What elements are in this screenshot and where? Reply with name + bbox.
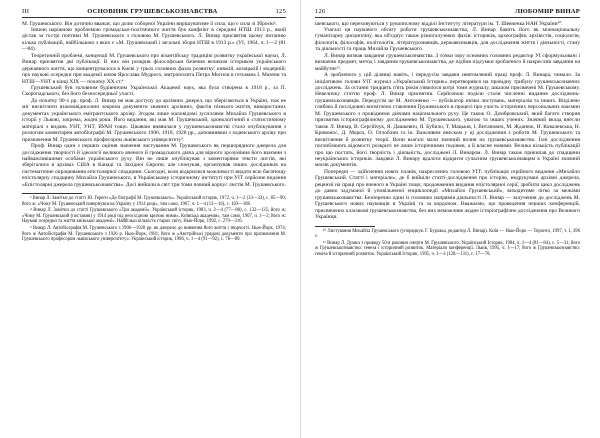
left-running-title: ОСНОВНИК ГРУШЕВСЬКОЗНАВСТВА xyxy=(87,8,218,15)
right-page xyxy=(300,0,600,438)
left-page-number-right: 125 xyxy=(275,8,286,15)
footnote-rule xyxy=(22,193,82,194)
left-page-number: III xyxy=(22,8,30,15)
footnote-rule xyxy=(315,226,375,227)
right-running-title: ЛЮБОМИР ВИНАР xyxy=(515,8,580,15)
paragraph: М. Грушевського. Він дотично вважає, що долю соборної України вирішуватиме її сила, що є сила зі Зброєю³. xyxy=(22,20,277,27)
paragraph: Проф. Винар один з перших оцінив значення листування М. Грушевського як першорядного джерела для дослідження творчості й ідеології великого вченого й громадського діяча для вірного зрозуміння його взаємин з найважливішими особами українського руху. Він не лише опублікував з коментарями тексти листів, які зберігалися в архівах США в Канаді та Західної Європи, але спонукав, організував інших дослідників на систематичне опрацювання епістолярної спадщини. Сьогодні, коли відкрилися можливості видати всю багатющу епістолярну спадщину Михайла Грушевського, в Українському історичному інституті при УІТ серйозне видання «Епістолярні джерела грушевськознавства». Досі вийшли в світ три томи повний корпус листів М. Грушевського. xyxy=(22,143,286,188)
right-body-text xyxy=(315,21,580,221)
left-footnotes xyxy=(22,191,286,242)
paragraph: Узагалі ця наукового обсягу роботи грушевськознавства, Л. Винар бачить його як міжнаціональну гуманітарну дисципліну, яка об'єднує також різногалузевих фахів: істориків, археографів, архівістів, соціологів, філологів, філософів, політологів, літературознавців, державознавців, для дослідження життя і діяльності, стану та діяльності та праць Михайла Грушевського. xyxy=(315,26,580,53)
right-page-number: 126 xyxy=(315,8,326,15)
paragraph: А зробленого у цій ділянці навіть, і передусім завдяки невтомленнй праці проф. Л. Винара, чимало. За ініціативою голови УІТ журнал «Український Історик» перетворився на провідну трибуну грушевськознавчих досліджень. За останні тридцять п'ять років з'явилося котрі томи журналу, шкалом присвячені М. Грушевському. Невеличку статтю проф. Л. Винар присвятив. Серйозною подією стали численні видання досліджень-грушевськознавців. Передусім це М. Антоненко — публікатор низки листувань, матеріалів та інших. Виділено глибоко й послідовно висвітлено ставлення Грушевського в процесі про участь історичних персональних взаємин М. Грушевського з провідними діячами національного руху. Це також О. Домбровський, який багато створив присвятив історіографічному дослідженню М. Грушевського, увагою та інших учених. Значний вклад внесли також Л. Винар, В. Сергійчук, Я. Дашкевич, Я. Бубило, Т. Мацьків, І. Витанович, М. Жданюк, Н. Ковалевська, Н. Кривонос, Д. Мороз, О. Оглоблин та ін. Важливим внеском у ці дослідження є роботи М. Грушевського та висвітлення й розвитку теорії. Вони взагалі мали значний вплив на грушевськознавство. Їхні дослідження поглиблюють відомості розкриті не лише історичними подіями, а й власне новими. Велика кількість публікацій про цю постать, його творчість і діяльність, досліджені Л. Винаром. Л. Винар також прикипав до спадщини неукраїнських істориків. Завдяки Л. Винару вдалося відкрити сучасним грушевськознавцям в Україні значний масив документів. xyxy=(315,72,580,169)
right-running-head xyxy=(315,8,580,18)
footnote: ³ Винар Л. Замітки до статті Ю. Гереги «До біографії М. Грушевського». Український історик, 1972, ч. 1—2 (33—34), с. 85—90; його ж: «Чому М. Грушевський повернувся на Україну у 1914 році», там само, 1967, ч. 1—4 (13—16), с. 103—108. xyxy=(22,196,286,207)
paragraph: Іншою наріжною проблемою громадсько-політичного життя був конфлікт в середині НТШ 1913 р., який дістав за гострі поетики М. Грушевського з головою М. Грушевського. Л. Винар присвятив цьому питанню кілька публікацій, найбільшою з яких є «М. Грушевський і загальні збори НТШ в 1913 р.» (УІ, 1964, ч. 1—2 (81—84). xyxy=(22,26,286,53)
footnote: ⁵ Винар Л. Автобіографія М. Грушевського з 1906—1920 рр. як джерело до вивчення його життя і творчості. Нью-Йорк, 1974; його ж Автобіографія М. Грушевського з 1926 р. Нью-Йорк, 1981; його ж «Австрійські урядові документи про призначення М. Грушевського професором львівського університету». Український історик, 1986, ч. 1—4 (91—92), с. 76—89. xyxy=(22,226,286,243)
paragraph: До початку 90-х рр. проф. Л. Винар не мав доступу до архівних джерел, що зберігаються в Україні, тож не міг висвітлити взаємовідносини зокрема документи значних архівних, фактів пізнього життя, використаних документах українського емігрантського архіву. Згодом лише маловідомі зусиллями Михайла Грушевського в історії у Львові, зокрема, жодні роки. Його видання, які мав М. Грушевський, хронологічний в статистичному матеріалі з видань УНТ, УНТ, ВУАН тощо. Цікавою виявилася у грушевськознавстві стало опублікування з розлогим коментарем автобіографії М. Грушевського 1906, 1918, 1928 рр., доповнивши з зоденського архіву про призначення М. Грушевського професором львівського університету⁵. xyxy=(22,97,286,143)
paragraph: Попередні — здійснення нових планів, накреслених головою УІТ: публікація серійного видання «Михайло Грушевський. Статті і матеріали», де б вийшли статті-дослідження про історію, недрукувані архівні джерела, рецензії на праці про вченого в Україні тощо; продовження видання епістолярної серії; зробити цикл досліджень до давно задуманої й уповільненої енциклопедії «Михайло Грушевський», виходитиме чітко за межами грушевськознавства. Безперечно один із головних напрямів діяльності Л. Винар — залучення до досліджень М. Грушевського нових науковців в Україні та за кордоном. Вважаємо, що проведення перших конференцій, присвячених класикові грушевськознавства, без них неможливе жодне історіографічне дослідження про Великого Українця. xyxy=(315,168,580,221)
right-footnotes xyxy=(315,224,580,258)
paragraph: шевського, що переховуються у рукописному відділі Інституту літератури ім. Т. Шевченка НАН України¹⁰. xyxy=(315,20,563,27)
footnote: ⁴ Винар Л. Замітки до статті Грушевського «Три академії». Український історик, 1983, ч. 2—4 (77—80), с. 132—135; його ж: «Чому М. Грушевський (поставив) у 1914 році під неосхідною кризою ними». Київська академія», там само, 1967, ч. 1—2; його ж: Наукові осередки та життя київської академії». Найбільш кількість старих світу. Нью-Йорк, 1992, с. 279—316. xyxy=(22,208,286,225)
paragraph: Грушевський був головним будівничим Української Академії наук, яка була створена в 1918 р., за П. Скоропадського, без його безпосередньої участі. xyxy=(22,85,286,98)
footnote: ¹⁰ Листування Михайла Грушевського (упорядкув. Г. Бурлака, редактор Л. Винар). Київ — Нью-Йорк — Торонто, 1997, т. 1, 396 с. xyxy=(315,228,580,240)
left-body-text xyxy=(22,21,286,189)
footnote: ¹¹ Винар Л. Думки з приводу 50-я роковин смерти М. Грушевського. Український Історик, 1984, ч. 1—4 (81—84), с. 5—31; його ж Грушевськознавство: генеза і історичний розвиток. Матеріали конференції. Львів, 1995, ч. 1—17; його ж Грушевськознавство: генеза й історичний розвиток. Український Історик, 1995, ч. 1—4 (128—131), с. 17—78. xyxy=(315,240,580,257)
paragraph: Л. Винар визнав завдання грушевськознавства. З точки зору основних головних редактор УІ сформульовані і визначив предмет, метод і завдання грушевськознавства, де підбив підсумки зробленого й накреслив завдання на майбутнє¹¹. xyxy=(315,52,580,72)
paragraph: Теоретичній проблемі, концепції М. Грушевського про візантійську традицію розвитку української науки, Л. Винар присвятив дві публікації. В них він розкрив філософськи бачення великим істориком українського державного життя, що концентрувалося в Києві у трьох головних фазах розвитку: княжій, козацькій і модерній; про наукові осередки при академії князя Ярослава Мудрого, митрополита Петра Могили в гетьмана І. Мазепи та НТШ—УНТ в кінці ХІХ — початку ХХ ст.⁴ xyxy=(22,52,286,85)
left-running-head xyxy=(22,8,286,18)
